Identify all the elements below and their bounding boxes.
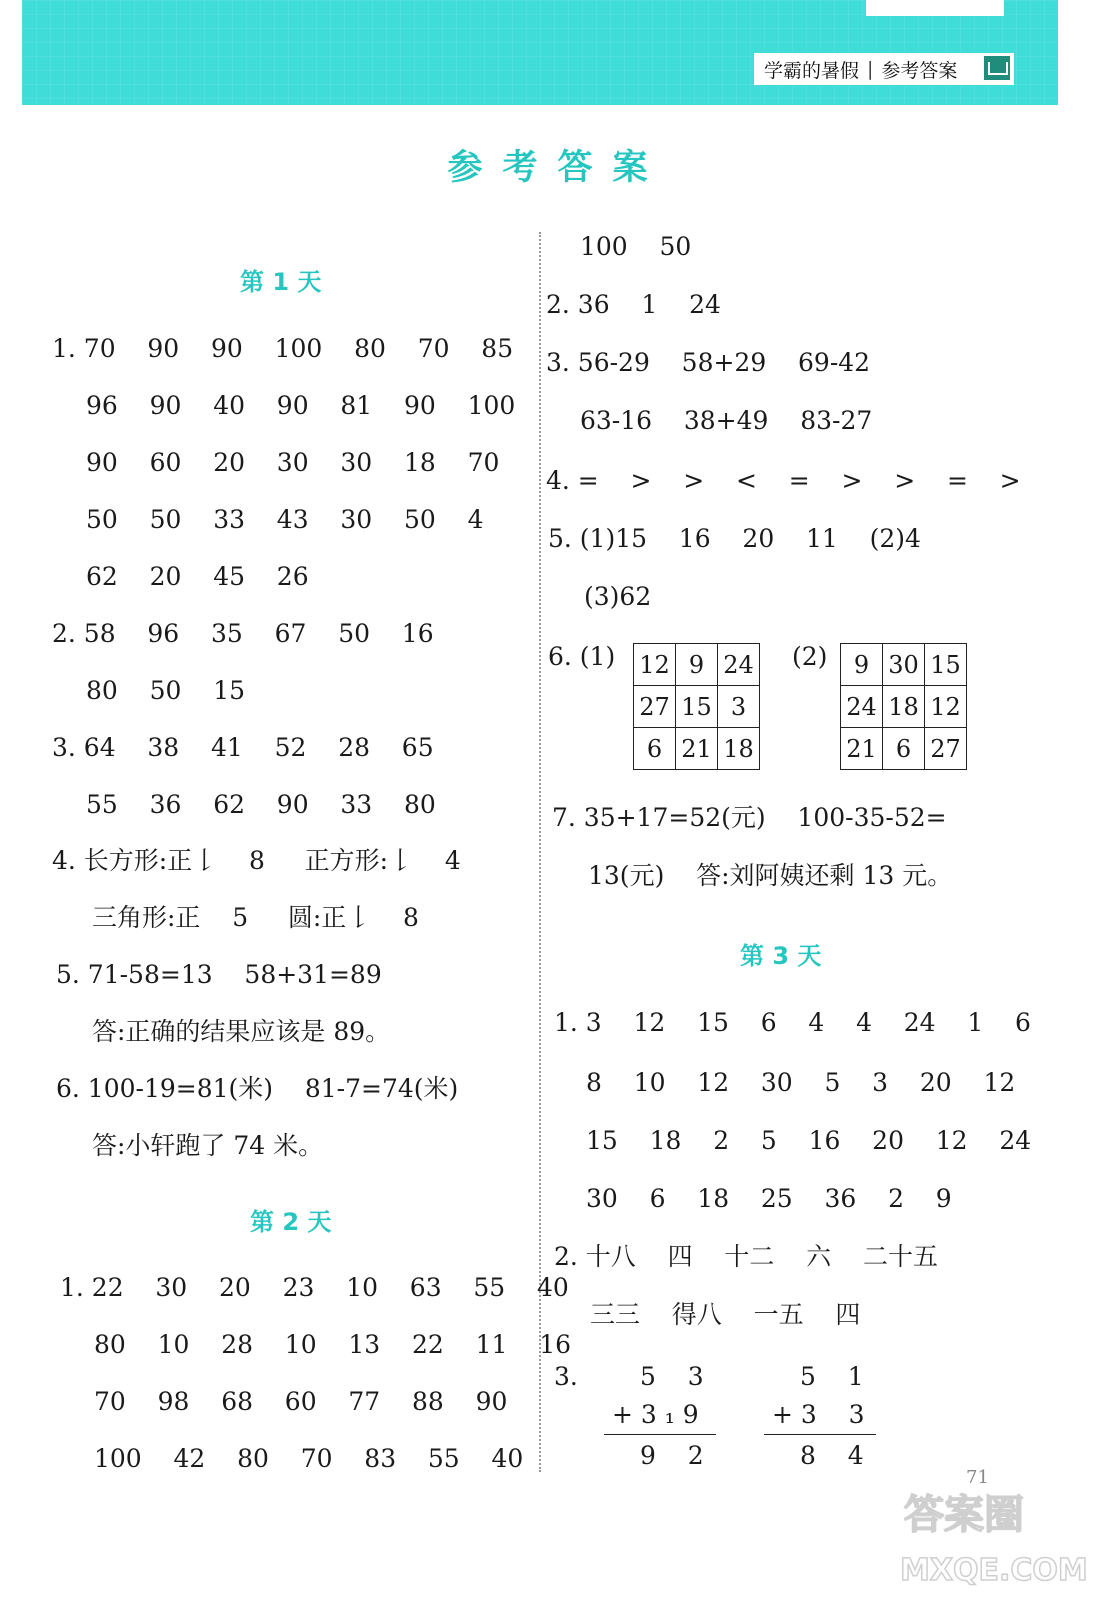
answer-line: 4. 长方形:正𠄌 8 正方形:𠄌 4 xyxy=(52,846,461,875)
section-label: 参考答案 xyxy=(881,59,958,82)
watermark-logo xyxy=(898,1480,1088,1590)
answer-line: (3)62 xyxy=(584,582,652,611)
answer-line: 55 36 62 90 33 80 xyxy=(86,790,436,819)
grid-cell: 3 xyxy=(718,686,760,728)
grid-cell: 24 xyxy=(718,644,760,686)
answer-line: 15 18 2 5 16 20 12 24 xyxy=(586,1126,1032,1155)
answer-line: 3. xyxy=(554,1362,578,1391)
grid-cell: 21 xyxy=(676,728,718,770)
header-tag xyxy=(754,53,1014,85)
answer-line: 6. 100-19=81(米) 81-7=74(米) xyxy=(56,1074,459,1103)
day2-heading: 第 2 天 xyxy=(250,1208,332,1236)
calc-row: 8 4 xyxy=(800,1441,864,1470)
answer-line: 1. 70 90 90 100 80 70 85 xyxy=(52,334,514,363)
answer-line: 3. 64 38 41 52 28 65 xyxy=(52,733,434,762)
answer-line: 7. 35+17=52(元) 100-35-52= xyxy=(552,803,947,832)
vertical-addition-2 xyxy=(772,1358,865,1475)
grid-cell: 18 xyxy=(883,686,925,728)
grid-cell: 15 xyxy=(925,644,967,686)
grid-cell: 9 xyxy=(676,644,718,686)
magic-square-2 xyxy=(840,643,967,770)
answer-line: 2. 36 1 24 xyxy=(546,290,721,319)
answer-line: 62 20 45 26 xyxy=(86,562,309,591)
grid-cell: 27 xyxy=(634,686,676,728)
grid-cell: 21 xyxy=(841,728,883,770)
magic-square-1 xyxy=(633,643,760,770)
grid-cell: 27 xyxy=(925,728,967,770)
answer-line: 90 60 20 30 30 18 70 xyxy=(86,448,500,477)
page-title: 参考答案 xyxy=(447,148,668,188)
book-icon xyxy=(984,56,1010,80)
answer-line: 30 6 18 25 36 2 9 xyxy=(586,1184,952,1213)
grid-cell: 12 xyxy=(634,644,676,686)
calc-underline xyxy=(764,1434,876,1435)
answer-line: 100 42 80 70 83 55 40 xyxy=(94,1444,524,1473)
grid-cell: 12 xyxy=(925,686,967,728)
answer-line: 70 98 68 60 77 88 90 xyxy=(94,1387,508,1416)
answer-line: 5. 71-58=13 58+31=89 xyxy=(56,960,382,989)
answer-line: 三三 得八 一五 四 xyxy=(590,1300,861,1329)
grid-cell: 6 xyxy=(883,728,925,770)
answer-line: 6. (1) xyxy=(548,642,616,671)
answer-line: (2) xyxy=(792,642,828,671)
answer-line: 63-16 38+49 83-27 xyxy=(580,406,873,435)
answer-line: 答:正确的结果应该是 89。 xyxy=(92,1017,391,1046)
calc-row: + 3 ₁ 9 xyxy=(612,1400,699,1429)
answer-line: 4. = > > < = > > = > xyxy=(546,466,1021,495)
watermark-text-2: MXQE.COM xyxy=(900,1553,1088,1588)
header-notch xyxy=(866,0,1004,16)
book-title: 学霸的暑假 xyxy=(764,59,860,82)
tag-separator: | xyxy=(867,58,874,80)
grid-cell: 15 xyxy=(676,686,718,728)
answer-line: 1. 22 30 20 23 10 63 55 40 xyxy=(60,1273,569,1302)
answer-line: 100 50 xyxy=(580,232,692,261)
answer-line: 8 10 12 30 5 3 20 12 xyxy=(586,1068,1016,1097)
grid-cell: 30 xyxy=(883,644,925,686)
day1-heading: 第 1 天 xyxy=(240,268,322,296)
watermark-text-1: 答案圈 xyxy=(904,1492,1024,1538)
answer-line: 答:小轩跑了 74 米。 xyxy=(92,1131,324,1160)
answer-line: 3. 56-29 58+29 69-42 xyxy=(546,348,871,377)
answer-line: 13(元) 答:刘阿姨还剩 13 元。 xyxy=(588,861,953,890)
calc-underline xyxy=(604,1434,716,1435)
answer-line: 1. 3 12 15 6 4 4 24 1 6 xyxy=(554,1008,1031,1037)
answer-line: 80 10 28 10 13 22 11 16 xyxy=(94,1330,572,1359)
answer-line: 96 90 40 90 81 90 100 xyxy=(86,391,516,420)
day3-heading: 第 3 天 xyxy=(740,942,822,970)
answer-line: 50 50 33 43 30 50 4 xyxy=(86,505,484,534)
page-number: 71 xyxy=(966,1467,989,1488)
grid-cell: 6 xyxy=(634,728,676,770)
calc-row: 5 1 xyxy=(800,1362,864,1391)
calc-row: + 3 3 xyxy=(772,1400,865,1429)
grid-cell: 24 xyxy=(841,686,883,728)
answer-line: 2. 十八 四 十二 六 二十五 xyxy=(554,1242,938,1271)
calc-row: 9 2 xyxy=(640,1441,704,1470)
answer-line: 2. 58 96 35 67 50 16 xyxy=(52,619,434,648)
answer-line: 80 50 15 xyxy=(86,676,246,705)
grid-cell: 9 xyxy=(841,644,883,686)
answer-line: 5. (1)15 16 20 11 (2)4 xyxy=(548,524,921,553)
calc-row: 5 3 xyxy=(640,1362,704,1391)
grid-cell: 18 xyxy=(718,728,760,770)
answer-line: 三角形:正 5 圆:正𠄌 8 xyxy=(92,903,419,932)
vertical-addition-1 xyxy=(612,1358,704,1475)
